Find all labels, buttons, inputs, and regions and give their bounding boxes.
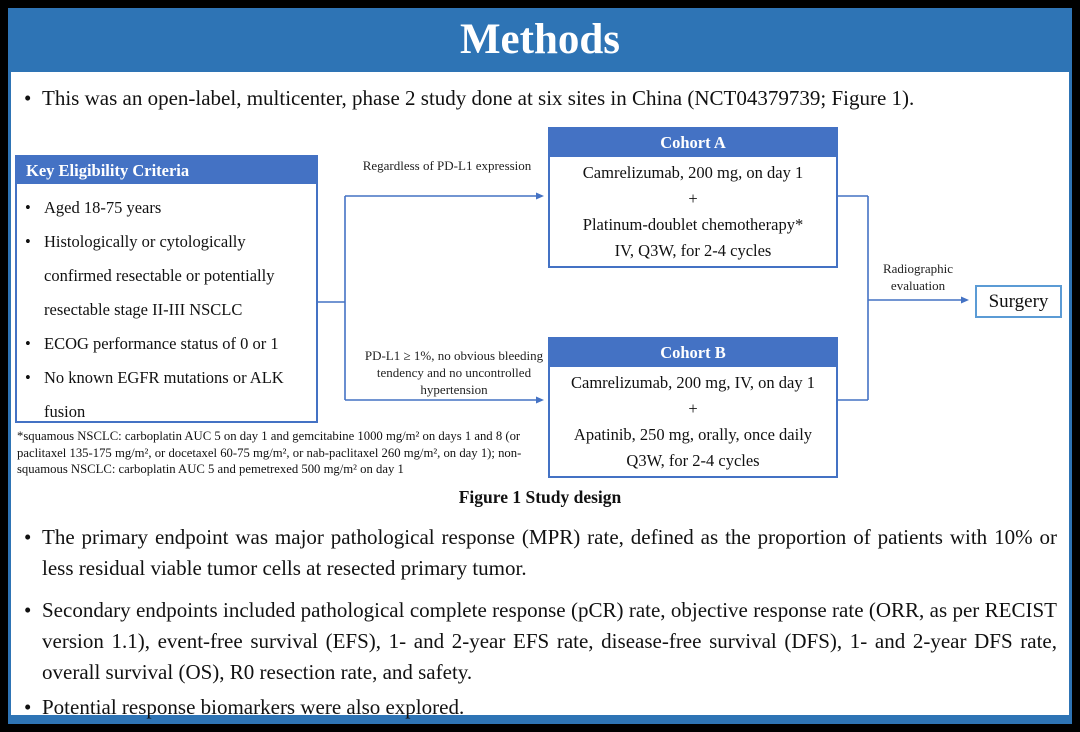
page-title: Methods bbox=[459, 16, 621, 63]
cohort-a-body bbox=[550, 157, 836, 264]
cohort-b-line: Camrelizumab, 200 mg, IV, on day 1 bbox=[571, 373, 815, 392]
intro-bullet-text: This was an open-label, multicenter, phase 2 study done at six sites in China (NCT04379739; Figure 1). bbox=[42, 86, 915, 110]
cohort-a-line: Platinum-doublet chemotherapy* bbox=[582, 215, 804, 234]
eligibility-item: • ECOG performance status of 0 or 1 bbox=[21, 327, 310, 361]
cohort-a-box bbox=[548, 127, 838, 268]
cohort-a-line: Camrelizumab, 200 mg, on day 1 bbox=[582, 163, 804, 182]
eligibility-list bbox=[21, 191, 310, 429]
eligibility-item: • Aged 18-75 years bbox=[21, 191, 310, 225]
eligibility-item: • Histologically or cytologically confirmed resectable or potentially resectable stage II-III NSCLC bbox=[21, 225, 310, 327]
cohort-b-line: Q3W, for 2-4 cycles bbox=[626, 451, 760, 470]
cohort-b-header: Cohort B bbox=[550, 339, 836, 367]
cohort-b-line: Apatinib, 250 mg, orally, once daily bbox=[573, 425, 813, 444]
cohort-a-header: Cohort A bbox=[550, 129, 836, 157]
cohort-a-line: IV, Q3W, for 2-4 cycles bbox=[614, 241, 772, 260]
primary-endpoint-bullet: • The primary endpoint was major pathological response (MPR) rate, defined as the proportion of patients with 10% or less residual viable tumor cells at resected primary tumor. bbox=[22, 522, 1057, 584]
eligibility-item: • No known EGFR mutations or ALK fusion bbox=[21, 361, 310, 429]
cohort-b-box bbox=[548, 337, 838, 478]
eligibility-criteria-box bbox=[15, 155, 318, 423]
eligibility-header: Key Eligibility Criteria bbox=[17, 157, 316, 184]
cohort-a-branch-label: Regardless of PD-L1 expression bbox=[362, 158, 532, 173]
methods-slide bbox=[8, 8, 1072, 724]
intro-bullet bbox=[22, 83, 1057, 114]
biomarkers-bullet: • Potential response biomarkers were also explored. bbox=[22, 692, 1057, 723]
cohort-b-branch-label: PD-L1 ≥ 1%, no obvious bleeding tendency and no uncontrolled hypertension bbox=[364, 348, 544, 397]
surgery-box: Surgery bbox=[975, 285, 1062, 318]
plus-sign: + bbox=[688, 399, 698, 418]
plus-sign: + bbox=[688, 189, 698, 208]
radiographic-evaluation-label: Radiographic evaluation bbox=[882, 261, 954, 293]
secondary-endpoints-bullet: • Secondary endpoints included pathological complete response (pCR) rate, objective response rate (ORR, as per RECIST version 1.1), event-free survival (EFS), 1- and 2-year EFS rate, disease-free survival (DFS), 1- and 2-year DFS rate, overall survival (OS), R0 resection rate, and safety. bbox=[22, 595, 1057, 688]
figure-caption: Figure 1 Study design bbox=[458, 487, 622, 507]
cohort-b-body bbox=[550, 367, 836, 474]
chemotherapy-footnote: *squamous NSCLC: carboplatin AUC 5 on day 1 and gemcitabine 1000 mg/m² on days 1 and 8 (or paclitaxel 135-175 mg/m², or docetaxel 60-75 mg/m², or nab-paclitaxel 260 mg/m², on day 1); non-squamous NSCLC: carboplatin AUC 5 and pemetrexed 500 mg/m² on day 1 bbox=[17, 429, 522, 476]
slide-title-banner bbox=[11, 11, 1069, 72]
